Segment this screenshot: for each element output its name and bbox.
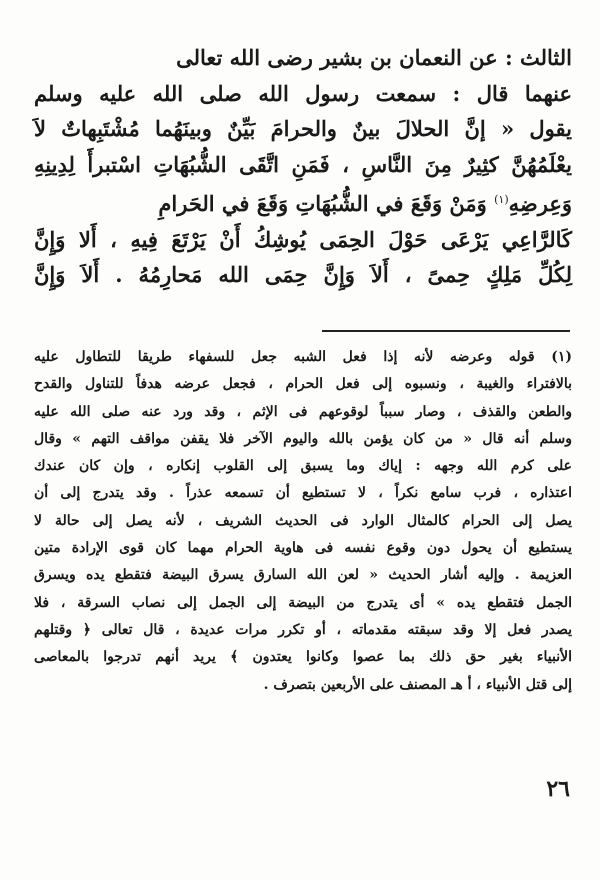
main-line: يعْلَمُهُنَّ كثِيرٌ مِنَ النَّاسِ ، فَمَنِ اتَّقَى الشُّبُهَاتِ اسْتبرأَ لِدِينِهِ	[34, 151, 572, 177]
footnote-line: الجمل فتقطع يده » أى يتدرج من البيضة إلى الجمل إلى نصاب السرقة ، فلا	[34, 594, 572, 611]
footnote	[34, 344, 572, 699]
main-line-part: وَمَنْ وَقَعَ في الشُّبُهَاتِ وَقَعَ في الحَرامِ	[158, 191, 487, 216]
main-line: يقول « إنَّ الحلالَ بينٌ والحرامَ بَيِّنٌ وبينَهُما مُشْتَبِهاتٌ لاَ	[34, 116, 572, 141]
hadith-text	[34, 40, 572, 293]
main-line-part: وَعِرضِهِ	[508, 191, 572, 216]
footnote-line: على كرم الله وجهه : إياك وما يسبق إلى القلوب إنكاره ، وإن كان عندك	[34, 458, 572, 475]
footnote-separator	[322, 330, 570, 332]
main-line	[34, 182, 572, 222]
main-line: لِكُلِّ مَلِكٍ حِمىً ، أَلاَ وَإِنَّ حِمَى الله مَحارِمُهُ . أَلاَ وَإِنَّ	[34, 262, 572, 287]
main-line: كَالرَّاعِي يَرْعَى حَوْلَ الحِمَى يُوشِكُ أَنْ يَرْتَعَ فِيهِ ، أَلا وَإِنَّ	[34, 226, 572, 252]
footnote-line: والطعن والقذف ، وصار سبباً لوقوعهم فى الإثم ، وقد ورد عنه صلى الله عليه	[34, 403, 572, 420]
footnote-line: بالافتراء والغيبة ، ونسبوه إلى فعل الحرام ، فجعل عرضه هدفاً للتناول والقدح	[34, 376, 572, 393]
footnote-line: اعتذاره ، فرب سامع نكراً ، لا تستطيع أن تسمعه عذراً . وقد يتدرج إلى أن	[34, 485, 572, 502]
footnote-line: يصدر فعل إلا وقد سبقته مقدماته ، أو تكرر مرات عديدة ، قال تعالى ﴿ وقتلهم	[34, 621, 572, 638]
footnote-line: إلى قتل الأنبياء ، أ هـ المصنف على الأربعين بتصرف .	[263, 676, 572, 693]
footnote-line: العزيمة . وإليه أشار الحديث « لعن الله السارق يسرق البيضة فتقطع يده ويسرق	[34, 567, 572, 584]
footnote-line: يستطيع أن يحول دون وقوع نفسه فى هاوية الحرام مهما كان قوى الإرادة متين	[34, 540, 572, 557]
footnote-line: وسلم أنه قال « من كان يؤمن بالله واليوم الآخر فلا يقفن مواقف التهم » وقال	[34, 430, 572, 447]
main-line: الثالث : عن النعمان بن بشير رضى الله تعالى	[176, 45, 572, 70]
footnote-reference: (١)	[494, 193, 509, 206]
footnote-line: يصل إلى الحرام كالمثال الوارد فى الحديث الشريف ، لأنه يصل إلى حالة لا	[34, 512, 572, 529]
footnote-line: الأنبياء بغير حق ذلك بما عصوا وكانوا يعتدون ﴾ يريد أنهم تدرجوا بالمعاصى	[34, 649, 572, 666]
footnote-line: (١) قوله وعرضه لأنه إذا فعل الشبه جعل للسفهاء طريقا للتطاول عليه	[34, 349, 572, 365]
main-line: عنهما قال : سمعت رسول الله صلى الله عليه وسلم	[34, 80, 572, 106]
page-number: ٢٦	[546, 776, 570, 802]
